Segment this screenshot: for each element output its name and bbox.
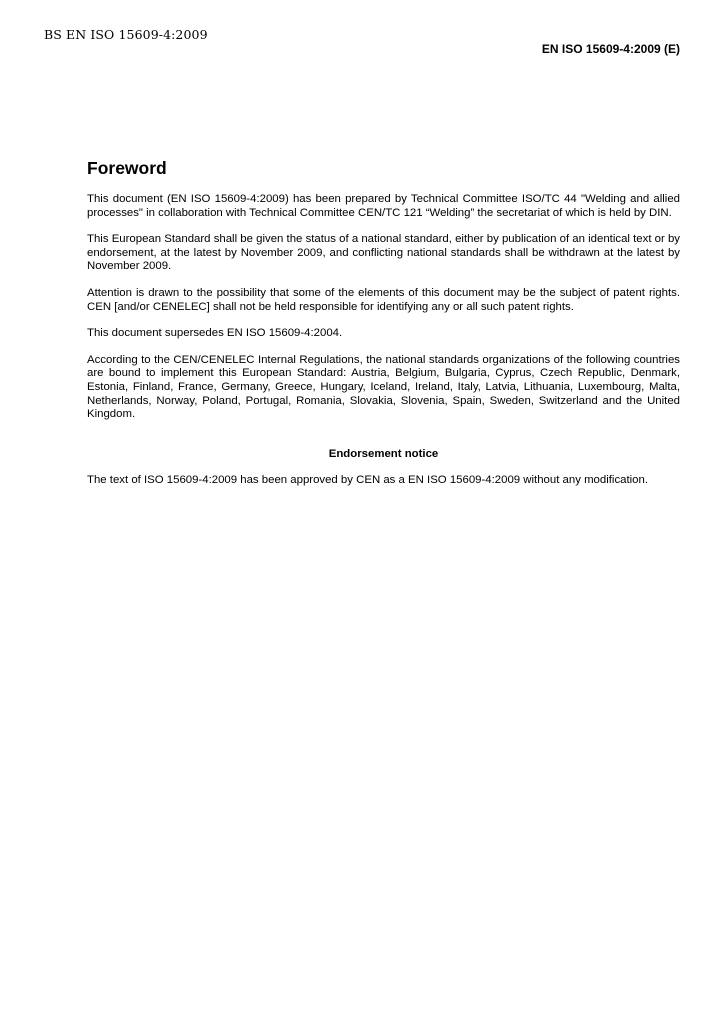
standard-number-header: EN ISO 15609-4:2009 (E) xyxy=(541,42,680,56)
page-content xyxy=(87,158,680,501)
foreword-paragraph-5: According to the CEN/CENELEC Internal Regulations, the national standards organizations of the following countries are bound to implement this European Standard: Austria, Belgium, Bulgaria, Cyprus, Czech Republic, Denmark, Estonia, Finland, France, Germany, Greece, Hungary, Iceland, Ireland, Italy, Latvia, Lithuania, Luxembourg, Malta, Netherlands, Norway, Poland, Portugal, Romania, Slovakia, Slovenia, Spain, Sweden, Switzerland and the United Kingdom. xyxy=(87,353,680,421)
foreword-paragraph-1: This document (EN ISO 15609-4:2009) has been prepared by Technical Committee ISO/TC 44 "Welding and allied processes" in collaboration with Technical Committee CEN/TC 121 “Welding” the secretariat of which is held by DIN. xyxy=(87,193,680,219)
foreword-paragraph-4: This document supersedes EN ISO 15609-4:2004. xyxy=(87,327,343,340)
foreword-paragraph-3: Attention is drawn to the possibility that some of the elements of this document may be the subject of patent rights. CEN [and/or CENELEC] shall not be held responsible for identifying any or all such patent rights. xyxy=(87,286,680,313)
document-reference-header: BS EN ISO 15609-4:2009 xyxy=(44,27,208,42)
endorsement-notice-text: The text of ISO 15609-4:2009 has been approved by CEN as a EN ISO 15609-4:2009 without any modification. xyxy=(87,474,649,487)
foreword-paragraph-2: This European Standard shall be given the status of a national standard, either by publication of an identical text or by endorsement, at the latest by November 2009, and conflicting national standards shall be withdrawn at the latest by November 2009. xyxy=(87,233,680,273)
foreword-title: Foreword xyxy=(87,158,167,178)
endorsement-notice-title: Endorsement notice xyxy=(328,447,439,460)
